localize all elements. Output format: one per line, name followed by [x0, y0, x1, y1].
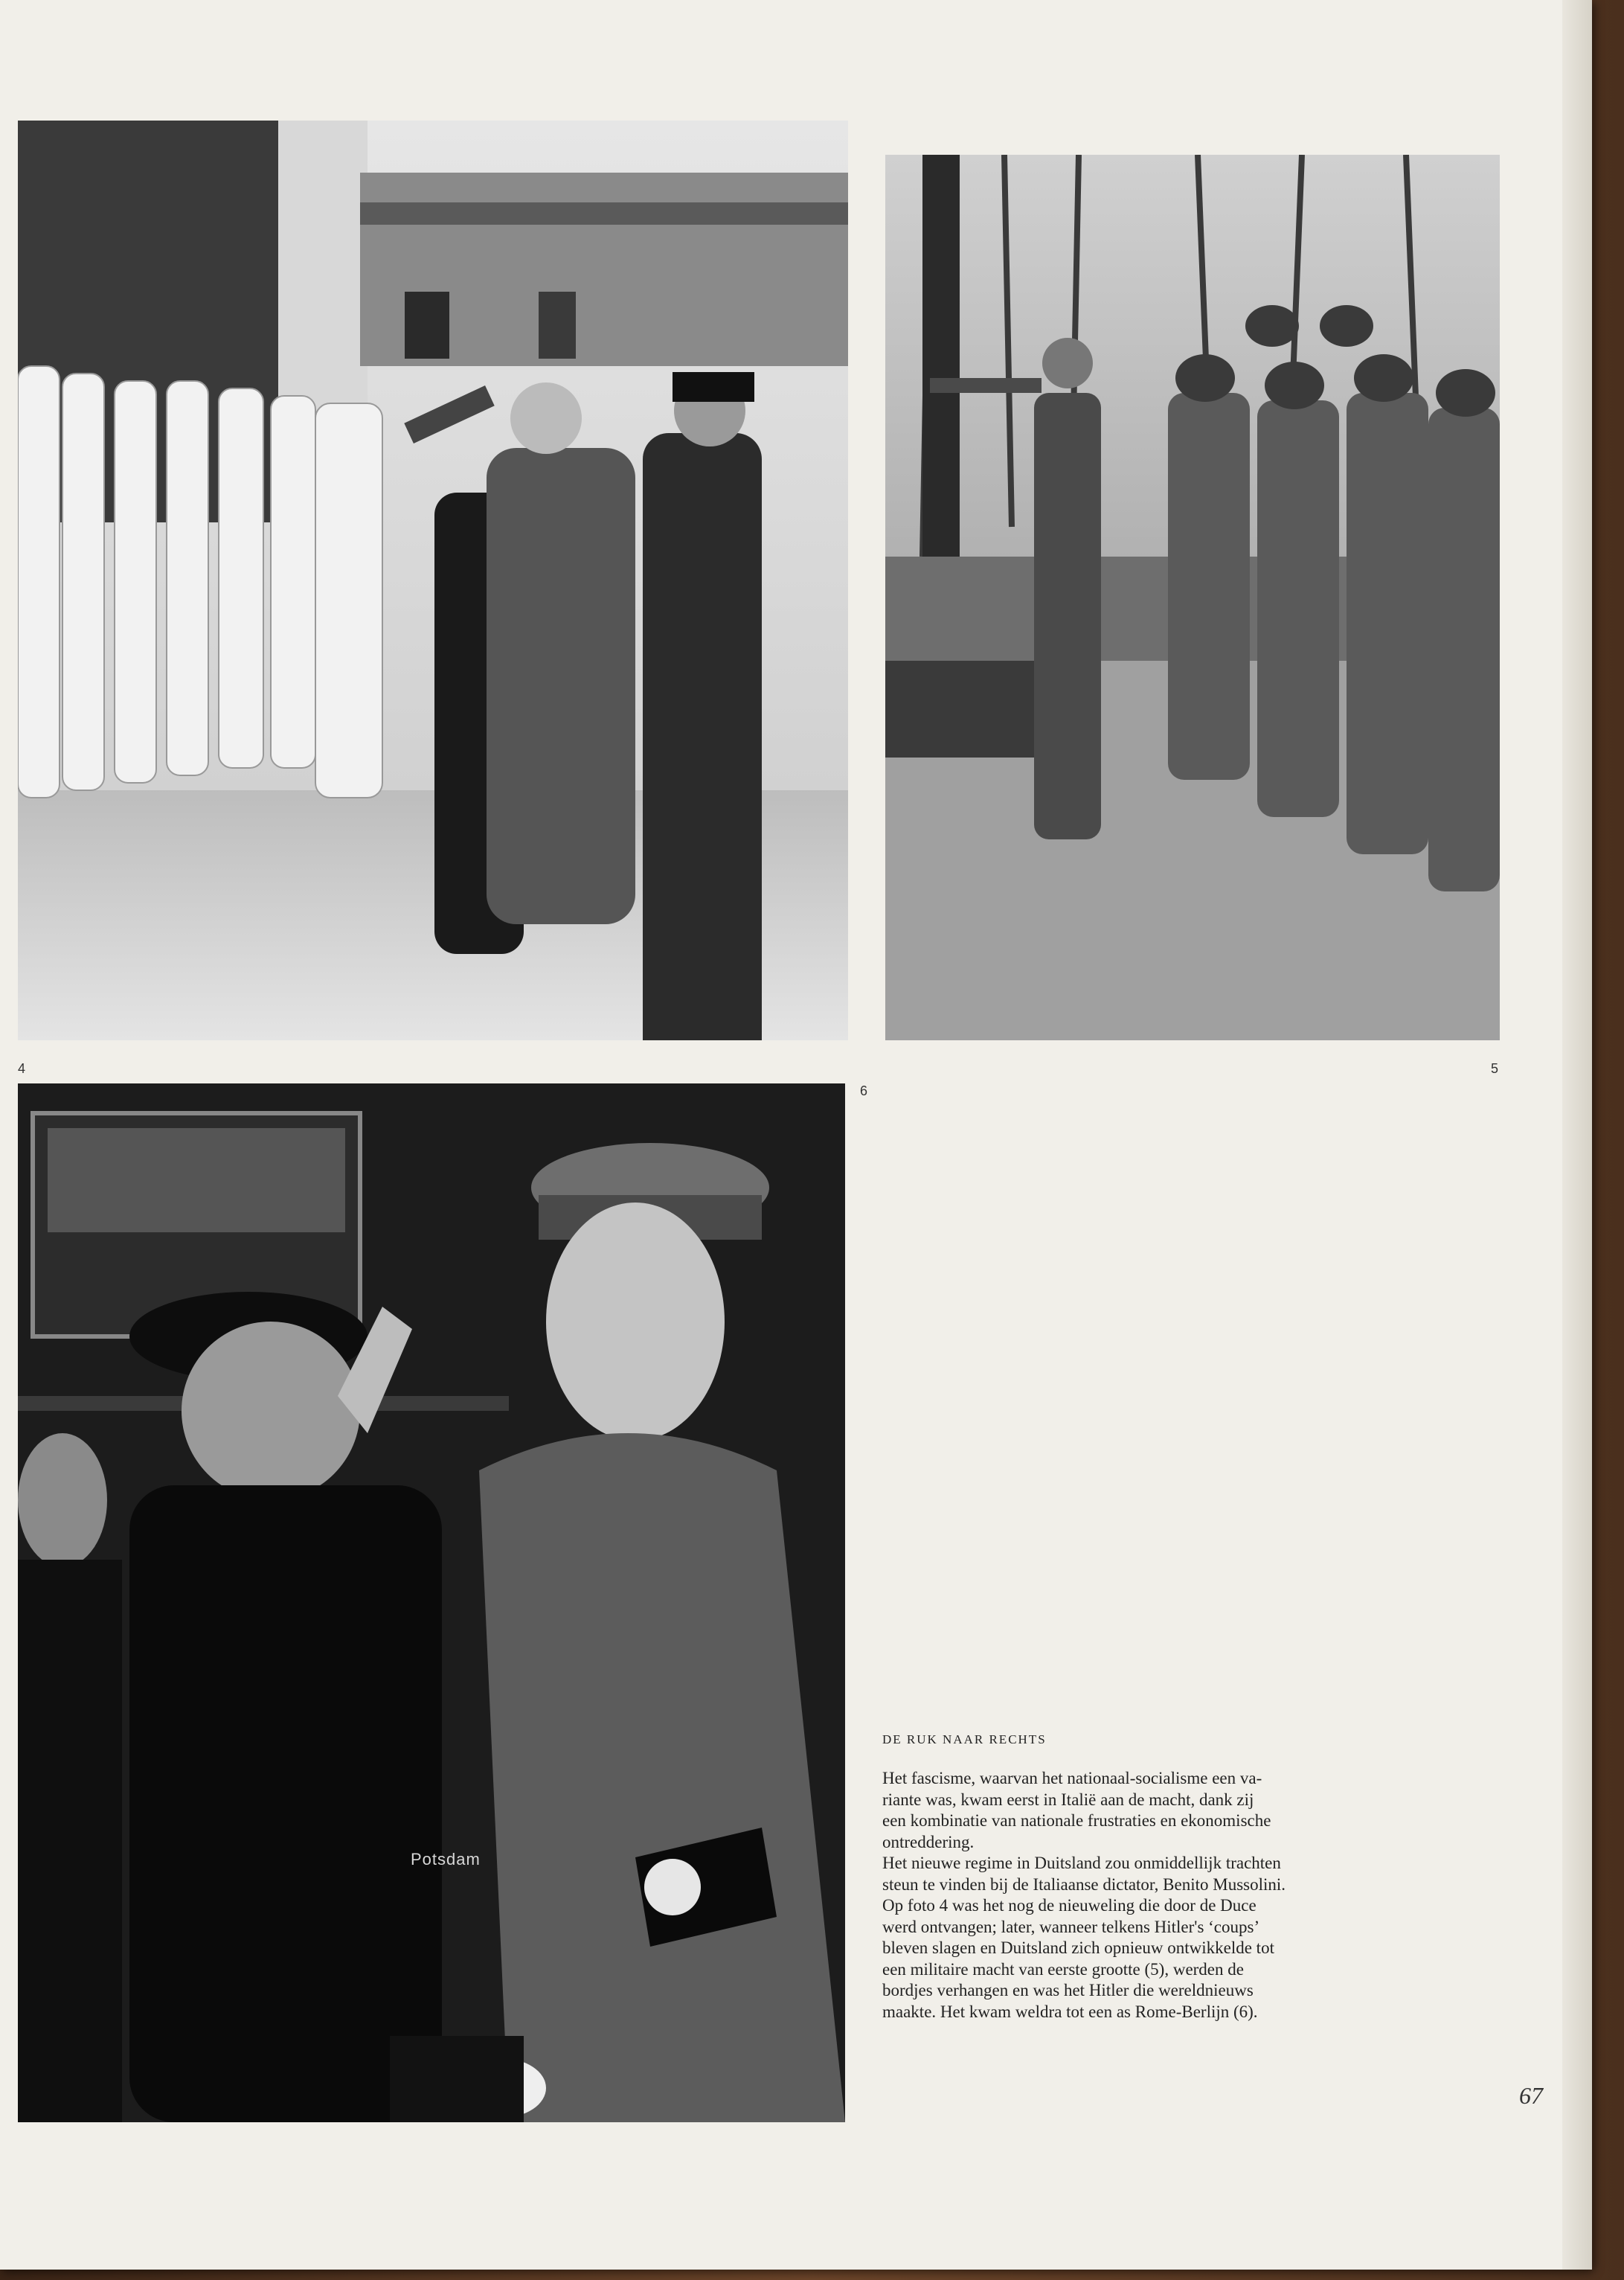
photo-parade — [885, 155, 1500, 1040]
station-sign: Potsdam — [411, 1850, 481, 1868]
caption-heading: DE RUK NAAR RECHTS — [882, 1732, 1047, 1746]
caption-block — [882, 1732, 1463, 2023]
page-number: 67 — [1519, 2082, 1543, 2109]
caption-line: Het nieuwe regime in Duitsland zou onmiddellijk trachten — [882, 1854, 1281, 1872]
caption-line: een kombinatie van nationale frustraties en ekonomische — [882, 1811, 1271, 1830]
photo-number-6: 6 — [860, 1083, 868, 1098]
caption-line: bleven slagen en Duitsland zich opnieuw ontwikkelde tot — [882, 1938, 1274, 1957]
caption-line: steun te vinden bij de Italiaanse dictator, Benito Mussolini. — [882, 1874, 1286, 1894]
caption-line: maakte. Het kwam weldra tot een as Rome-Berlijn (6). — [882, 2002, 1258, 2021]
caption-line: werd ontvangen; later, wanneer telkens Hitler's ‘coups’ — [882, 1917, 1260, 1936]
caption-body — [882, 1768, 1463, 2023]
photo-number-4: 4 — [18, 1061, 26, 1076]
page-edge — [1562, 0, 1592, 2270]
caption-line: riante was, kwam eerst in Italië aan de macht, dank zij — [882, 1790, 1254, 1809]
caption-line: Het fascisme, waarvan het nationaal-socialisme een va- — [882, 1769, 1262, 1787]
photo-number-5: 5 — [1491, 1061, 1499, 1076]
photo-greeting — [18, 1083, 845, 2122]
caption-line: een militaire macht van eerste grootte (5), werden de — [882, 1959, 1244, 1979]
caption-line: Op foto 4 was het nog de nieuweling die door de Duce — [882, 1896, 1256, 1915]
caption-line: ontreddering. — [882, 1832, 975, 1851]
photo-reception — [18, 121, 848, 1040]
caption-line: bordjes verhangen en was het Hitler die wereldnieuws — [882, 1981, 1254, 1999]
